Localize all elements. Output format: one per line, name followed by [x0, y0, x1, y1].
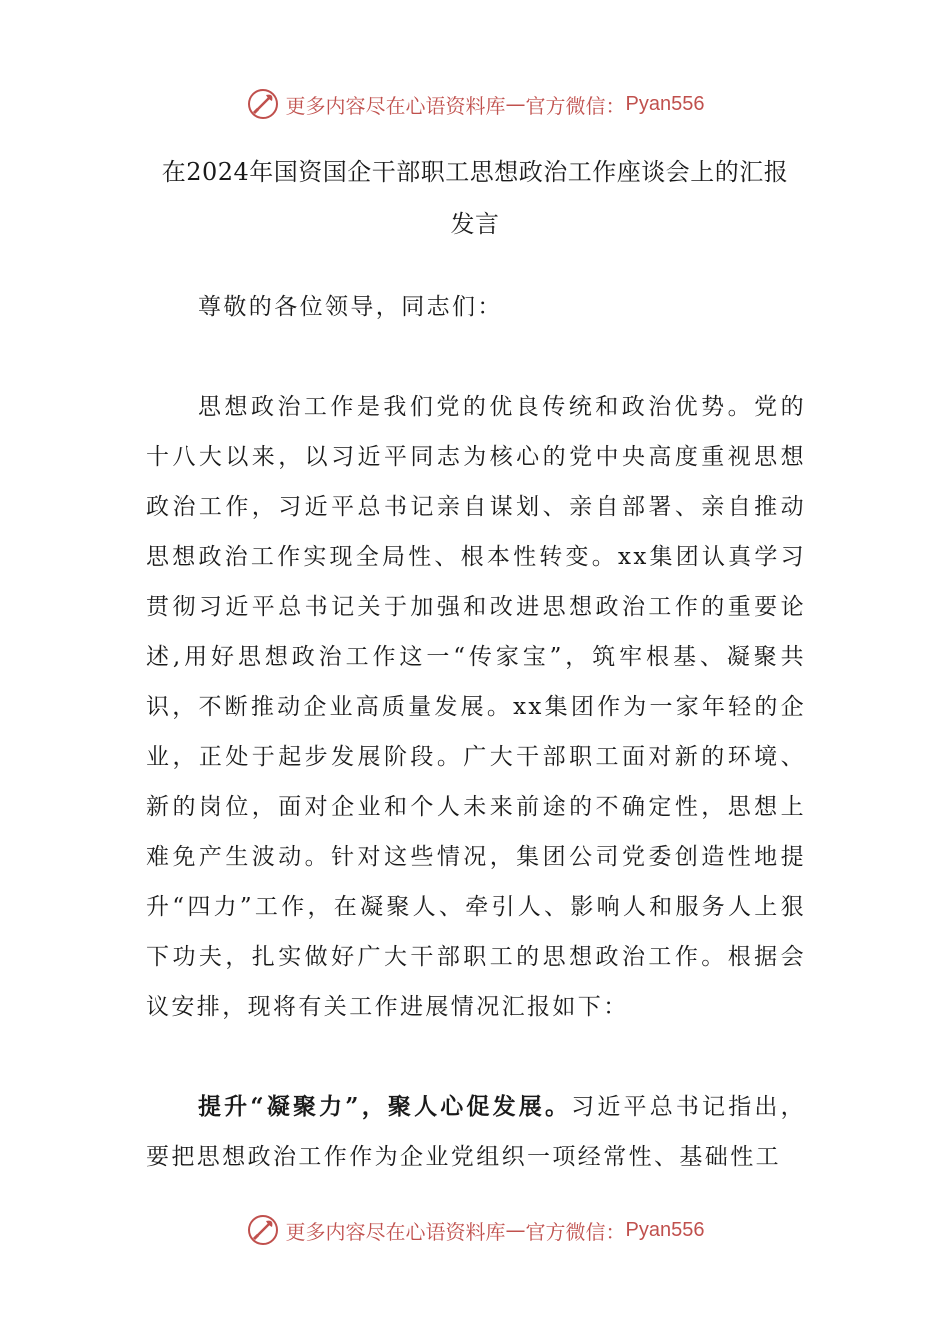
watermark-banner-top — [0, 84, 950, 124]
paragraph-intro: 思想政治工作是我们党的优良传统和政治优势。党的十八大以来，以习近平同志为核心的党中央高度重视思想政治工作，习近平总书记亲自谋划、亲自部署、亲自推动思想政治工作实现全局性、根本性转变。xx集团认真学习贯彻习近平总书记关于加强和改进思想政治工作的重要论述,用好思想政治工作这一“传家宝”，筑牢根基、凝聚共识，不断推动企业高质量发展。xx集团作为一家年轻的企业，正处于起步发展阶段。广大干部职工面对新的环境、新的岗位，面对企业和个人未来前途的不确定性，思想上难免产生波动。针对这些情况，集团公司党委创造性地提升“四力”工作，在凝聚人、牵引人、影响人和服务人上狠下功夫，扎实做好广大干部职工的思想政治工作。根据会议安排，现将有关工作进展情况汇报如下： — [146, 394, 806, 1020]
watermark-text: 更多内容尽在心语资料库 — [285, 1219, 506, 1244]
document-body — [146, 282, 806, 1182]
watermark-wechat-id: Pyan556 — [625, 92, 705, 115]
title-line-1: 在2024年国资国企干部职工思想政治工作座谈会上的汇报 — [161, 158, 789, 186]
title-line-2: 发言 — [450, 210, 500, 238]
document-title — [140, 146, 810, 250]
quill-logo-icon — [246, 87, 280, 121]
watermark-wechat-label: 官方微信： — [525, 1219, 626, 1244]
watermark-text: 更多内容尽在心语资料库 — [285, 93, 506, 118]
section-1-text: 习近平总书记指出，要把思想政治工作作为企业党组织一项经常性、基础性工 — [146, 1094, 806, 1170]
watermark-wechat-label: 官方微信： — [525, 93, 626, 118]
paragraph-section-1 — [146, 1082, 806, 1182]
salutation: 尊敬的各位领导，同志们： — [198, 294, 503, 320]
watermark-banner-bottom — [0, 1210, 950, 1250]
section-1-heading: 提升“凝聚力”，聚人心促发展。 — [198, 1093, 572, 1120]
watermark-dash: — — [505, 92, 526, 116]
watermark-wechat-id: Pyan556 — [625, 1218, 705, 1241]
quill-logo-icon — [246, 1213, 280, 1247]
watermark-dash: — — [505, 1218, 526, 1242]
